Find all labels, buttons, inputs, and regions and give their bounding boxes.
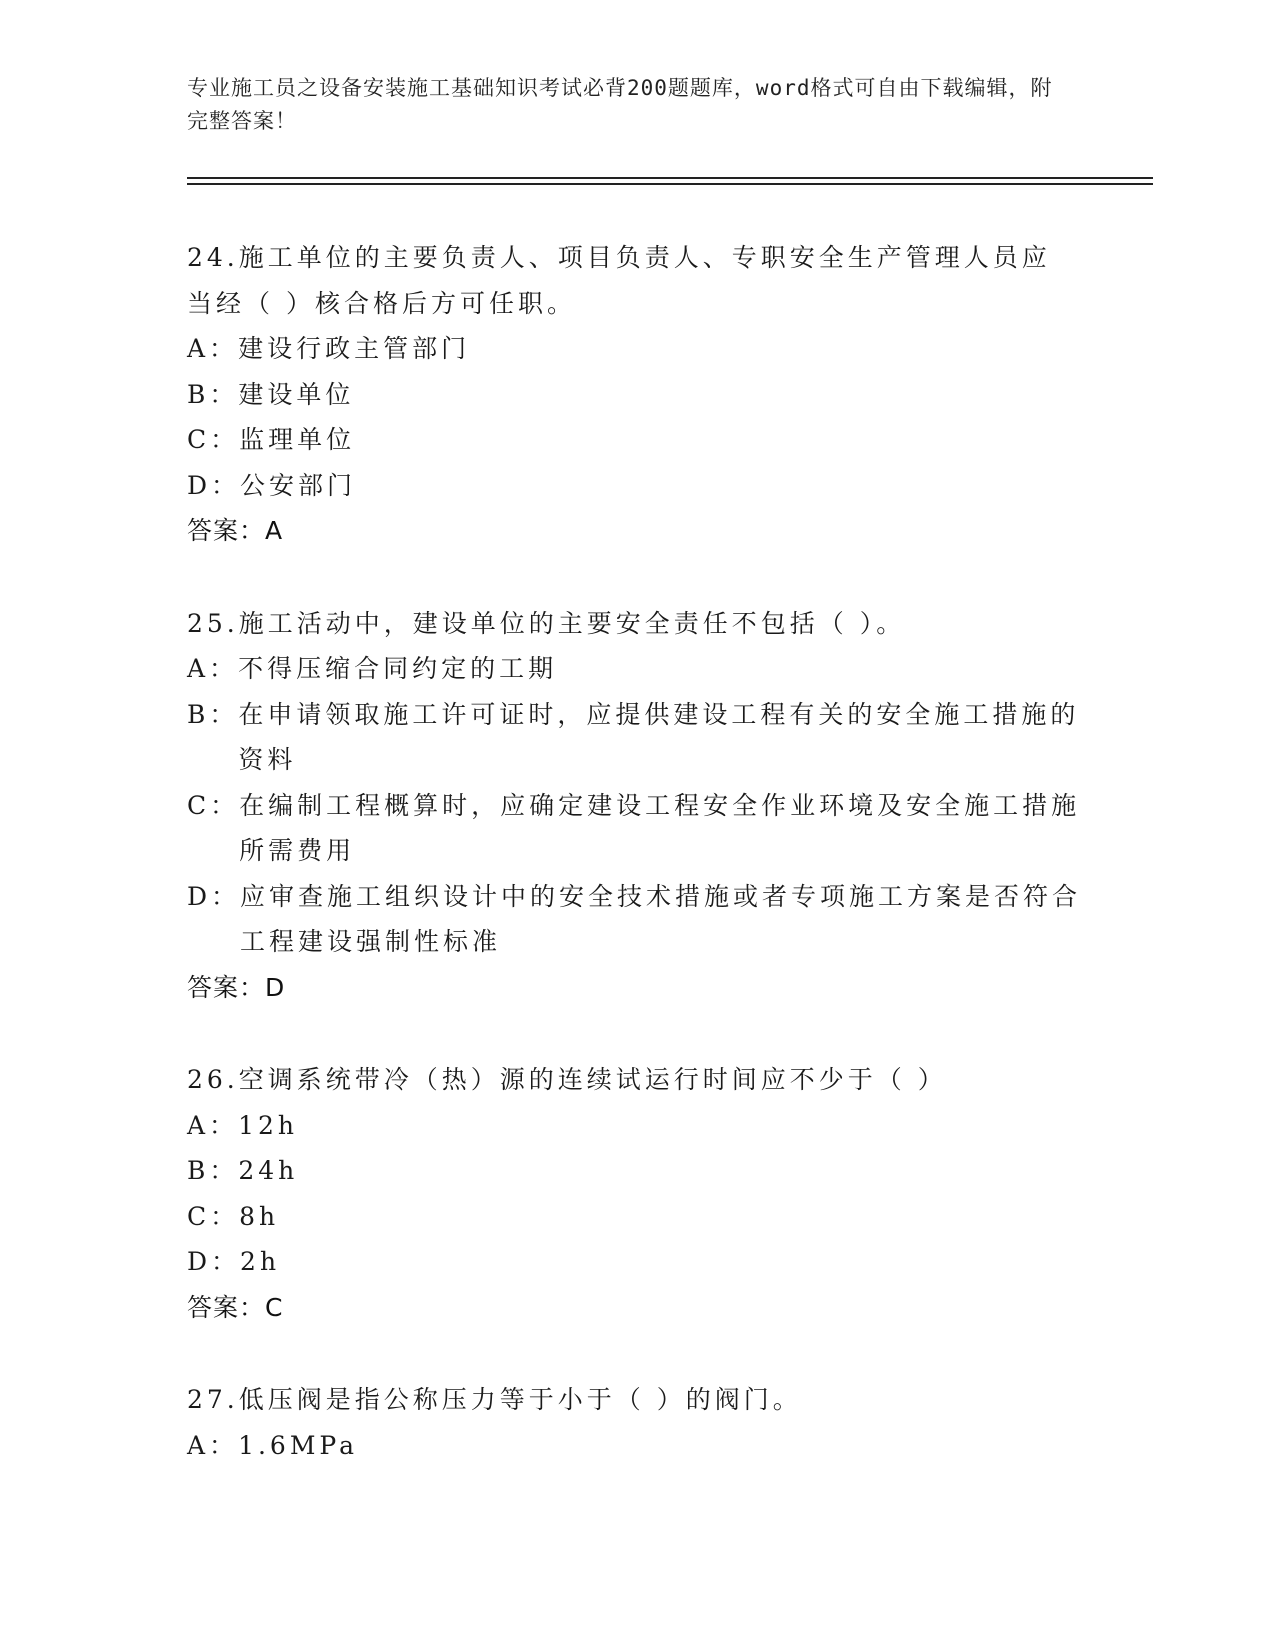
- option-b: [187, 372, 1087, 418]
- answer-label: 答案：D: [187, 972, 286, 1002]
- option-text: 公安部门: [240, 470, 357, 500]
- option-text: 建设单位: [238, 379, 355, 409]
- option-key: C：: [187, 1201, 240, 1231]
- option-key: B：: [187, 1156, 239, 1185]
- option-text: 24h: [238, 1156, 299, 1185]
- question-stem: 27.低压阀是指公称压力等于小于（ ）的阀门。: [187, 1385, 802, 1414]
- option-key: D：: [187, 470, 241, 500]
- option-b: [187, 692, 1087, 783]
- option-text: 不得压缩合同约定的工期: [238, 654, 558, 683]
- option-text: 应审查施工组织设计中的安全技术措施或者专项施工方案是否符合工程建设强制性标准: [240, 881, 1082, 956]
- question-24: [187, 235, 1087, 554]
- option-text: 8h: [239, 1201, 280, 1231]
- option-key: C：: [187, 425, 240, 454]
- option-d: [187, 874, 1087, 965]
- option-key: A：: [187, 654, 239, 683]
- option-d: [187, 1239, 1087, 1285]
- document-header: 专业施工员之设备安装施工基础知识考试必背200题题库，word格式可自由下载编辑，附完整答案！: [187, 76, 1053, 133]
- question-stem: 24.施工单位的主要负责人、项目负责人、专职安全生产管理人员应当经（ ）核合格后方可任职。: [187, 243, 1051, 318]
- question-stem: 25.施工活动中，建设单位的主要安全责任不包括（ ）。: [187, 608, 906, 638]
- option-key: D：: [187, 881, 241, 911]
- option-key: B：: [187, 699, 239, 729]
- option-a: [187, 646, 1087, 692]
- option-a: [187, 1423, 1087, 1469]
- option-a: [187, 326, 1087, 372]
- question-list: [187, 235, 1087, 1515]
- header-rule-top: [187, 177, 1153, 179]
- option-key: A：: [187, 1110, 239, 1140]
- answer-label: 答案：C: [187, 1292, 284, 1322]
- question-25: [187, 601, 1087, 1011]
- option-key: B：: [187, 379, 239, 409]
- question-26: [187, 1057, 1087, 1330]
- header-rule-bottom: [187, 183, 1153, 185]
- option-b: [187, 1148, 1087, 1194]
- option-key: A：: [187, 1430, 239, 1460]
- option-a: [187, 1103, 1087, 1149]
- answer-label: 答案：A: [187, 516, 284, 545]
- option-key: C：: [187, 790, 240, 820]
- option-c: [187, 417, 1087, 463]
- option-text: 监理单位: [239, 425, 356, 454]
- option-text: 1.6MPa: [238, 1430, 359, 1460]
- option-text: 在申请领取施工许可证时，应提供建设工程有关的安全施工措施的资料: [238, 699, 1080, 774]
- question-stem: 26.空调系统带冷（热）源的连续试运行时间应不少于（ ）: [187, 1065, 947, 1094]
- option-key: D：: [187, 1247, 241, 1276]
- option-text: 在编制工程概算时，应确定建设工程安全作业环境及安全施工措施所需费用: [239, 790, 1081, 865]
- option-text: 2h: [240, 1247, 281, 1276]
- option-d: [187, 463, 1087, 509]
- option-c: [187, 1194, 1087, 1240]
- option-c: [187, 783, 1087, 874]
- option-text: 建设行政主管部门: [238, 334, 471, 363]
- option-text: 12h: [238, 1110, 298, 1140]
- question-27: [187, 1377, 1087, 1468]
- option-key: A：: [187, 334, 239, 363]
